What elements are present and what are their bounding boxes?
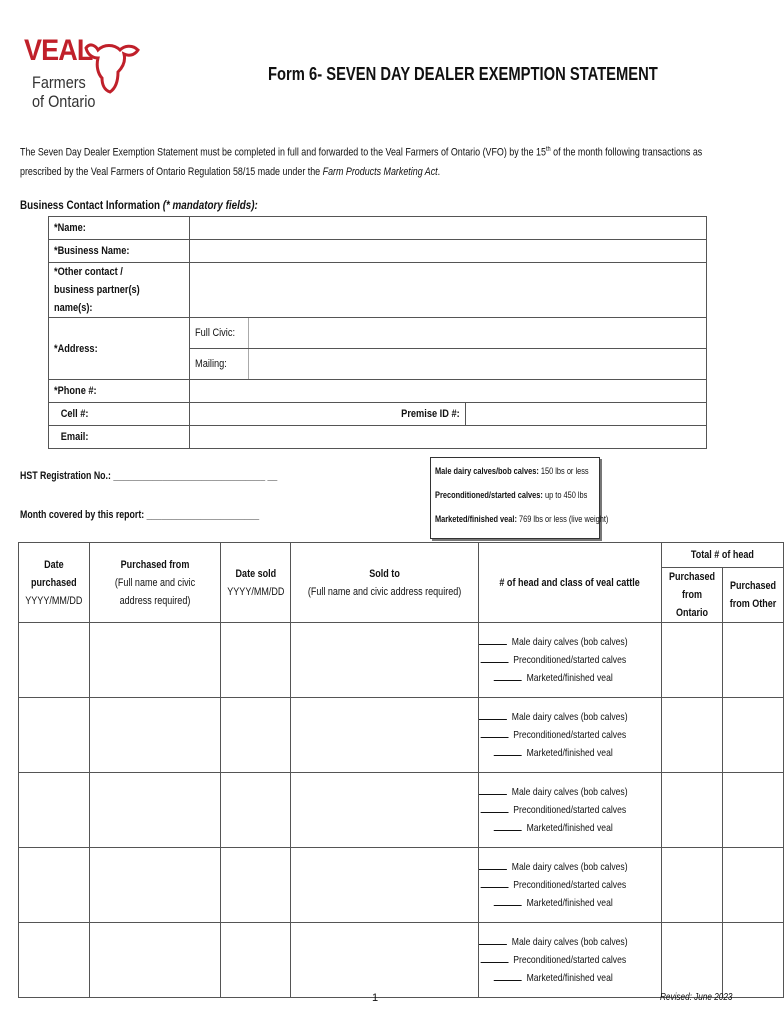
sold-to-cell[interactable] <box>291 923 479 998</box>
from-ontario-cell[interactable] <box>661 923 722 998</box>
contact-section-label <box>20 198 258 212</box>
transactions-body <box>19 623 784 998</box>
blank-line[interactable] <box>481 727 509 738</box>
date-purchased-cell[interactable] <box>19 698 90 773</box>
sold-to-cell[interactable] <box>291 623 479 698</box>
table-row <box>19 623 784 698</box>
form-title: Form 6- SEVEN DAY DEALER EXEMPTION STATEMENT <box>268 64 658 84</box>
intro-act: Farm Products Marketing Act <box>322 165 438 178</box>
date-sold-cell[interactable] <box>220 923 291 998</box>
blank-line[interactable] <box>481 952 509 963</box>
table-row <box>19 848 784 923</box>
blank-line[interactable] <box>494 745 522 756</box>
blank-line[interactable] <box>494 895 522 906</box>
hst-registration-field[interactable]: HST Registration No.: _______________________________ __ <box>20 470 278 482</box>
intro-end: . <box>437 165 441 178</box>
from-ontario-cell[interactable] <box>661 623 722 698</box>
intro-sup: th <box>545 146 551 153</box>
from-ontario-cell[interactable] <box>661 698 722 773</box>
purchased-from-cell[interactable] <box>89 923 220 998</box>
date-purchased-cell[interactable] <box>19 773 90 848</box>
col-date-purchased: Date purchased YYYY/MM/DD <box>19 543 90 623</box>
date-purchased-cell[interactable] <box>19 848 90 923</box>
from-other-cell[interactable] <box>722 623 783 698</box>
date-sold-cell[interactable] <box>220 848 291 923</box>
contact-section-title: Business Contact Information <box>20 198 163 212</box>
weight-legend <box>430 457 609 539</box>
purchased-from-cell[interactable] <box>89 773 220 848</box>
business-name-label: *Business Name: <box>49 240 190 263</box>
legend-item-preconditioned: Preconditioned/started calves: up to 450 lbs <box>435 490 588 501</box>
phone-label: *Phone #: <box>49 380 190 403</box>
purchased-from-cell[interactable] <box>89 848 220 923</box>
mailing-label: Mailing: <box>190 349 249 380</box>
col-from-other: Purchased from Other <box>722 568 783 623</box>
head-class-cell[interactable]: Male dairy calves (bob calves) Preconditioned/started calves Marketed/finished veal <box>479 923 661 998</box>
name-label: *Name: <box>49 217 190 240</box>
premise-id-field[interactable] <box>466 403 707 426</box>
full-civic-field[interactable] <box>248 318 706 349</box>
col-head-class: # of head and class of veal cattle <box>479 543 661 623</box>
logo-veal-text: VEAL <box>24 34 93 67</box>
purchased-from-cell[interactable] <box>89 698 220 773</box>
email-field[interactable] <box>190 426 707 449</box>
other-contact-label: *Other contact / business partner(s) name(s): <box>49 263 190 318</box>
from-ontario-cell[interactable] <box>661 773 722 848</box>
cell-label: Cell #: <box>49 403 190 426</box>
col-sold-to: Sold to (Full name and civic address required) <box>291 543 479 623</box>
date-sold-cell[interactable] <box>220 623 291 698</box>
date-purchased-cell[interactable] <box>19 623 90 698</box>
blank-line[interactable] <box>494 970 522 981</box>
vfo-logo <box>22 36 132 116</box>
sold-to-cell[interactable] <box>291 848 479 923</box>
head-class-cell[interactable]: Male dairy calves (bob calves) Preconditioned/started calves Marketed/finished veal <box>479 698 661 773</box>
intro-paragraph <box>20 140 733 182</box>
intro-part1: The Seven Day Dealer Exemption Statement must be completed in full and forwarded to the Veal Farmers of Ontario (VFO) by the 15 <box>20 146 546 159</box>
logo-ontario-text: of Ontario <box>32 92 96 111</box>
contact-info-table <box>48 216 707 449</box>
transactions-table <box>18 542 784 998</box>
logo-farmers-text: Farmers <box>32 73 86 92</box>
blank-line[interactable] <box>479 934 507 945</box>
blank-line[interactable] <box>479 709 507 720</box>
blank-line[interactable] <box>479 784 507 795</box>
col-from-ontario: Purchased from Ontario <box>661 568 722 623</box>
phone-field[interactable] <box>190 380 707 403</box>
head-class-cell[interactable]: Male dairy calves (bob calves) Preconditioned/started calves Marketed/finished veal <box>479 848 661 923</box>
blank-line[interactable] <box>479 634 507 645</box>
blank-line[interactable] <box>494 670 522 681</box>
calf-head-icon <box>82 38 140 94</box>
name-field[interactable] <box>190 217 707 240</box>
date-sold-cell[interactable] <box>220 773 291 848</box>
cell-field[interactable] <box>190 403 466 426</box>
revised-date: Revised: June 2023 <box>660 992 733 1003</box>
head-class-cell[interactable]: Male dairy calves (bob calves) Preconditioned/started calves Marketed/finished veal <box>479 623 661 698</box>
month-covered-field[interactable]: Month covered by this report: _______________________ <box>20 509 260 521</box>
purchased-from-cell[interactable] <box>89 623 220 698</box>
from-other-cell[interactable] <box>722 773 783 848</box>
business-name-field[interactable] <box>190 240 707 263</box>
premise-id-label: Premise ID #: <box>401 408 460 420</box>
page-number: 1 <box>372 992 379 1004</box>
blank-line[interactable] <box>481 877 509 888</box>
full-civic-label: Full Civic: <box>190 318 249 349</box>
from-other-cell[interactable] <box>722 923 783 998</box>
mailing-field[interactable] <box>248 349 706 380</box>
legend-item-bob: Male dairy calves/bob calves: 150 lbs or less <box>435 466 589 477</box>
col-date-sold: Date sold YYYY/MM/DD <box>220 543 291 623</box>
date-sold-cell[interactable] <box>220 698 291 773</box>
legend-item-finished: Marketed/finished veal: 769 lbs or less (live weight) <box>435 514 609 525</box>
col-total-head: Total # of head <box>661 543 783 568</box>
email-label: Email: <box>49 426 190 449</box>
intro-part2: of the month following transactions as prescribed by the Veal Farmers of Ontario Regulation 58/15 made under the <box>20 146 703 178</box>
from-ontario-cell[interactable] <box>661 848 722 923</box>
table-row <box>19 773 784 848</box>
table-row <box>19 923 784 998</box>
other-contact-field[interactable] <box>190 263 707 318</box>
address-label: *Address: <box>49 318 190 380</box>
table-row <box>19 698 784 773</box>
blank-line[interactable] <box>481 802 509 813</box>
from-other-cell[interactable] <box>722 848 783 923</box>
blank-line[interactable] <box>494 820 522 831</box>
date-purchased-cell[interactable] <box>19 923 90 998</box>
sold-to-cell[interactable] <box>291 698 479 773</box>
sold-to-cell[interactable] <box>291 773 479 848</box>
head-class-cell[interactable]: Male dairy calves (bob calves) Preconditioned/started calves Marketed/finished veal <box>479 773 661 848</box>
blank-line[interactable] <box>479 859 507 870</box>
from-other-cell[interactable] <box>722 698 783 773</box>
col-purchased-from: Purchased from (Full name and civic address required) <box>89 543 220 623</box>
blank-line[interactable] <box>481 652 509 663</box>
contact-section-note: (* mandatory fields): <box>162 198 258 212</box>
